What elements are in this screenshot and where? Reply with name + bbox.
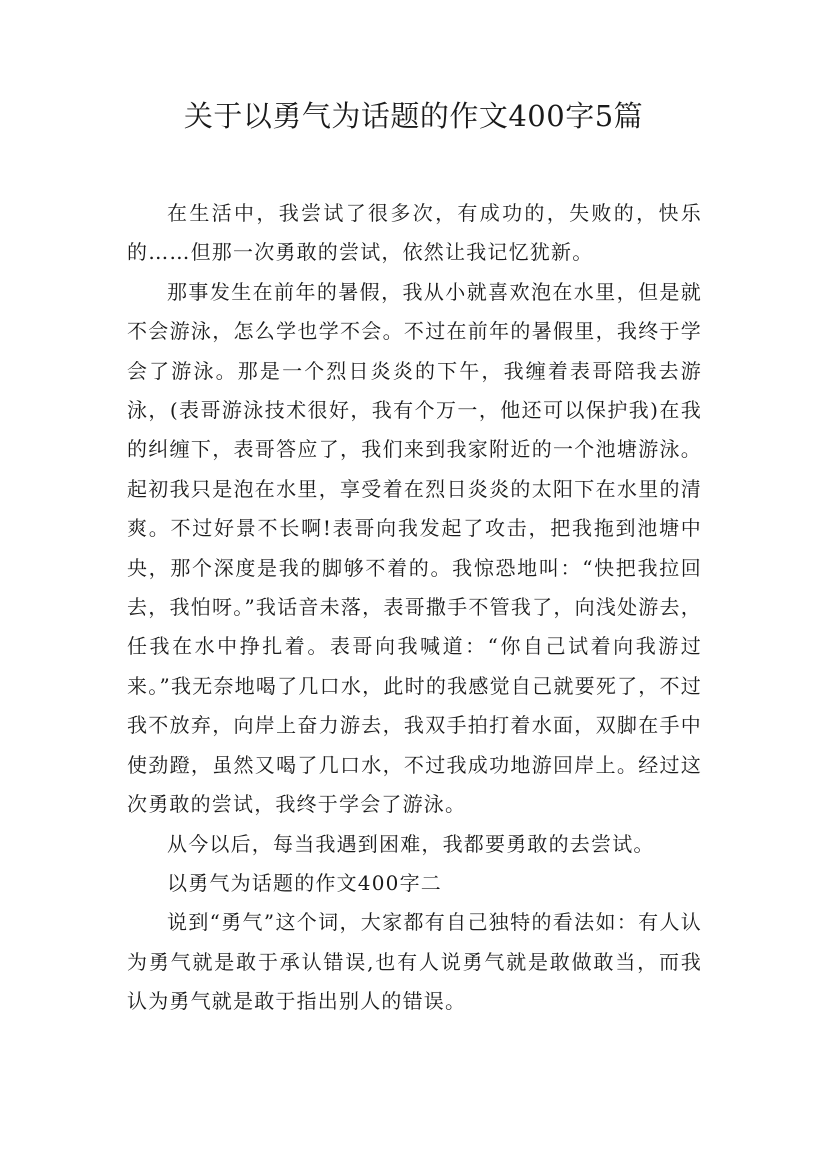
document-title: 关于以勇气为话题的作文400字5篇	[183, 99, 644, 133]
paragraph-conclusion: 从今以后，每当我遇到困难，我都要勇敢的去尝试。	[167, 831, 655, 856]
section-heading-essay-two: 以勇气为话题的作文400字二	[167, 870, 442, 895]
document-body	[127, 194, 702, 1022]
paragraph-swimming-story: 那事发生在前年的暑假，我从小就喜欢泡在水里，但是就不会游泳，怎么学也学不会。不过在前年的暑假里，我终于学会了游泳。那是一个烈日炎炎的下午，我缠着表哥陪我去游泳，(表哥游泳技术很好，我有个万一，他还可以保护我)在我的纠缠下，表哥答应了，我们来到我家附近的一个池塘游泳。起初我只是泡在水里，享受着在烈日炎炎的太阳下在水里的清爽。不过好景不长啊!表哥向我发起了攻击，把我拖到池塘中央，那个深度是我的脚够不着的。我惊恐地叫：“快把我拉回去，我怕呀。”我话音未落，表哥撒手不管我了，向浅处游去，任我在水中挣扎着。表哥向我喊道：“你自己试着向我游过来。”我无奈地喝了几口水，此时的我感觉自己就要死了，不过我不放弃，向岸上奋力游去，我双手拍打着水面，双脚在手中使劲蹬，虽然又喝了几口水，不过我成功地游回岸上。经过这次勇敢的尝试，我终于学会了游泳。	[127, 279, 702, 817]
paragraph-essay-two-opening: 说到“勇气”这个词，大家都有自己独特的看法如：有人认为勇气就是敢于承认错误,也有人说勇气就是敢做敢当，而我认为勇气就是敢于指出别人的错误。	[127, 910, 702, 1014]
paragraph-intro: 在生活中，我尝试了很多次，有成功的，失败的，快乐的……但那一次勇敢的尝试，依然让我记忆犹新。	[127, 201, 702, 265]
